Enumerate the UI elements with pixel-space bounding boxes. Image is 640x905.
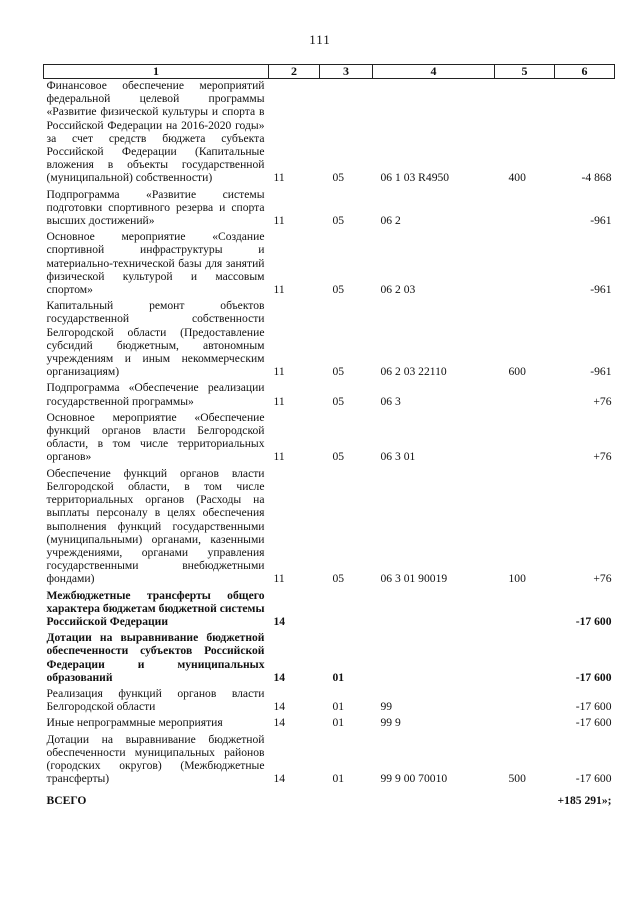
row-subsection: 05 [332,365,345,379]
header-col-4: 4 [373,65,495,79]
table-row [44,188,615,231]
row-section: 11 [273,450,285,464]
row-name: Подпрограмма «Развитие системы подготовки спортивного резерва и спорта высших достижений» [46,187,265,228]
page-number: 111 [309,32,331,47]
row-target-article [373,589,495,632]
row-section: 14 [273,700,286,714]
row-target-article: 06 3 01 [380,450,416,464]
header-col-5: 5 [495,65,555,79]
table-row [44,467,615,589]
row-amount: -4 868 [581,171,612,185]
row-section: 11 [273,394,285,408]
header-col-3: 3 [320,65,373,79]
row-expense-type [495,230,555,299]
row-subsection: 05 [332,572,345,586]
row-expense-type [495,411,555,467]
row-target-article: 06 2 [380,214,401,228]
row-section: 11 [273,283,285,297]
header-row [44,65,615,79]
row-name: Капитальный ремонт объектов государственной собственности Белгородской области (Предоставление субсидий бюджетным, автономным учреждениям и иным некоммерческим организациям) [46,299,265,379]
row-expense-type [495,188,555,231]
row-name: Обеспечение функций органов власти Белгородской области, в том числе территориальных органов (Расходы на выплаты персоналу в целях обеспечения выполнения функций государственными (муниципальными) органами, казенными учреждениями, органами управления государственными внебюджетными фондами) [46,466,265,586]
row-subsection [320,589,373,632]
row-section: 14 [273,614,286,628]
table-row [44,716,615,732]
row-amount: -17 600 [575,716,612,730]
row-target-article: 06 2 03 [380,283,416,297]
table-row [44,631,615,687]
row-expense-type [495,716,555,732]
header-col-1: 1 [44,65,269,79]
row-target-article: 99 [380,700,393,714]
row-name: Дотации на выравнивание бюджетной обеспеченности субъектов Российской Федерации и муниципальных образований [46,631,265,684]
row-amount: +76 [593,450,612,464]
row-section: 14 [273,716,286,730]
row-section: 11 [273,171,285,185]
table-row [44,299,615,381]
row-expense-type: 100 [508,572,526,586]
row-amount: +76 [593,572,612,586]
row-target-article: 99 9 [380,716,401,730]
table-row [44,381,615,410]
row-amount: -17 600 [575,700,612,714]
table-row [44,589,615,632]
row-subsection: 01 [332,670,345,684]
row-subsection: 05 [332,394,345,408]
row-target-article: 06 1 03 R4950 [380,171,450,185]
row-name: Финансовое обеспечение мероприятий федеральной целевой программы «Развитие физической культуры и спорта в Российской Федерации на 2016-2020 годы» за счет средств бюджета субъекта Российской Федерации (Капитальные вложения в объекты государственной (муниципальной) собственности) [46,79,265,185]
table-body [44,79,615,789]
row-subsection: 01 [332,772,345,786]
row-name: Межбюджетные трансферты общего характера бюджетам бюджетной системы Российской Федерации [46,588,265,628]
row-expense-type [495,589,555,632]
row-subsection: 05 [332,283,345,297]
table-row [44,733,615,789]
row-name: Иные непрограммные мероприятия [46,716,223,730]
row-subsection: 05 [332,214,345,228]
row-expense-type [495,687,555,716]
row-subsection: 05 [332,450,345,464]
row-expense-type: 500 [508,772,526,786]
total-amount: +185 291»; [557,794,612,808]
header-col-2: 2 [269,65,320,79]
row-target-article: 06 3 [380,394,401,408]
row-name: Подпрограмма «Обеспечение реализации государственной программы» [46,381,265,408]
table-row [44,230,615,299]
row-target-article: 06 2 03 22110 [380,365,447,379]
row-amount: -961 [590,214,612,228]
row-section: 11 [273,365,285,379]
row-name: Основное мероприятие «Создание спортивной инфраструктуры и материально-технической базы для занятий физической культурой и массовым спортом» [46,230,265,297]
row-amount: -961 [590,365,612,379]
row-name: Основное мероприятие «Обеспечение функций органов власти Белгородской области, в том числе территориальных органов» [46,410,265,464]
row-amount: -961 [590,283,612,297]
row-name: Реализация функций органов власти Белгородской области [46,686,265,714]
row-section: 14 [273,772,286,786]
row-section: 11 [273,572,285,586]
row-section: 14 [273,670,286,684]
row-amount: -17 600 [575,772,612,786]
table-row [44,411,615,467]
total-row [44,788,615,808]
row-target-article: 99 9 00 70010 [380,772,448,786]
row-expense-type [495,381,555,410]
budget-table [43,64,615,809]
row-subsection: 05 [332,171,345,185]
row-amount: -17 600 [575,670,612,684]
row-target-article: 06 3 01 90019 [380,572,448,586]
row-expense-type: 600 [508,365,526,379]
table-row [44,79,615,188]
row-expense-type: 400 [508,171,526,185]
row-expense-type [495,631,555,687]
row-subsection: 01 [332,716,345,730]
row-name: Дотации на выравнивание бюджетной обеспеченности муниципальных районов (городских округов) (Межбюджетные трансферты) [46,732,265,786]
row-subsection: 01 [332,700,345,714]
table-row [44,687,615,716]
row-amount: +76 [593,394,612,408]
row-amount: -17 600 [575,614,612,628]
row-target-article [373,631,495,687]
total-label: ВСЕГО [46,794,87,808]
header-col-6: 6 [555,65,615,79]
row-section: 11 [273,214,285,228]
